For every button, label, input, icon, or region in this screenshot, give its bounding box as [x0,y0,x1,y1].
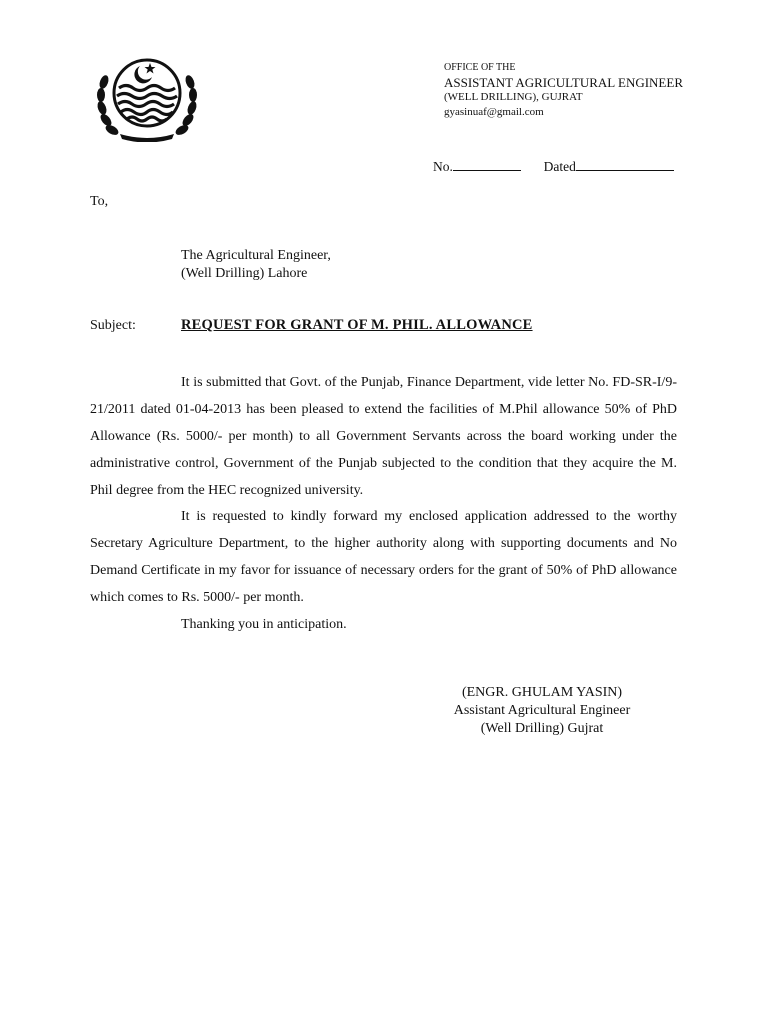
office-line-2: ASSISTANT AGRICULTURAL ENGINEER [444,75,683,90]
office-line-3: (WELL DRILLING), GUJRAT [444,91,583,103]
signatory-location: (Well Drilling) Gujrat [480,721,604,736]
addressee-line-2: (Well Drilling) Lahore [181,266,308,281]
signatory-designation: Assistant Agricultural Engineer [453,703,631,718]
to-label: To, [90,194,109,209]
signatory-name: (ENGR. GHULAM YASIN) [461,685,623,700]
subject-text: REQUEST FOR GRANT OF M. PHIL. ALLOWANCE [181,317,533,333]
signature-block [420,684,664,738]
dated-blank [576,158,674,171]
dated-label: Dated [543,159,576,174]
body-paragraph-3: Thanking you in anticipation. [181,617,347,632]
no-blank [453,158,521,171]
body-paragraph-2: It is requested to kindly forward my enclosed application addressed to the worthy Secretary Agriculture Department, to the higher authority along with supporting documents and No Demand Certificate in my favor for issuance of necessary orders for the grant of 50% of PhD allowance which comes to Rs. 5000/- per month. [90,509,677,605]
subject-label: Subject: [90,318,136,333]
office-email: gyasinuaf@gmail.com [444,106,544,118]
body-paragraph-1: It is submitted that Govt. of the Punjab, Finance Department, vide letter No. FD-SR-I/9-21/2011 dated 01-04-2013 has been pleased to extend the facilities of M.Phil allowance 50% of PhD Allowance (Rs. 5000/- per month) to all Government Servants across the board working under the administrative control, Government of the Punjab subjected to the condition that they acquire the M. Phil degree from the HEC recognized university. [90,375,677,498]
addressee-line-1: The Agricultural Engineer, [181,248,331,263]
punjab-emblem-icon [92,50,202,142]
office-line-1: OFFICE OF THE [444,62,516,73]
addressee [181,247,331,283]
no-label: No. [433,159,453,174]
office-header [444,60,744,120]
reference-line [433,158,674,175]
letter-body [90,369,677,638]
